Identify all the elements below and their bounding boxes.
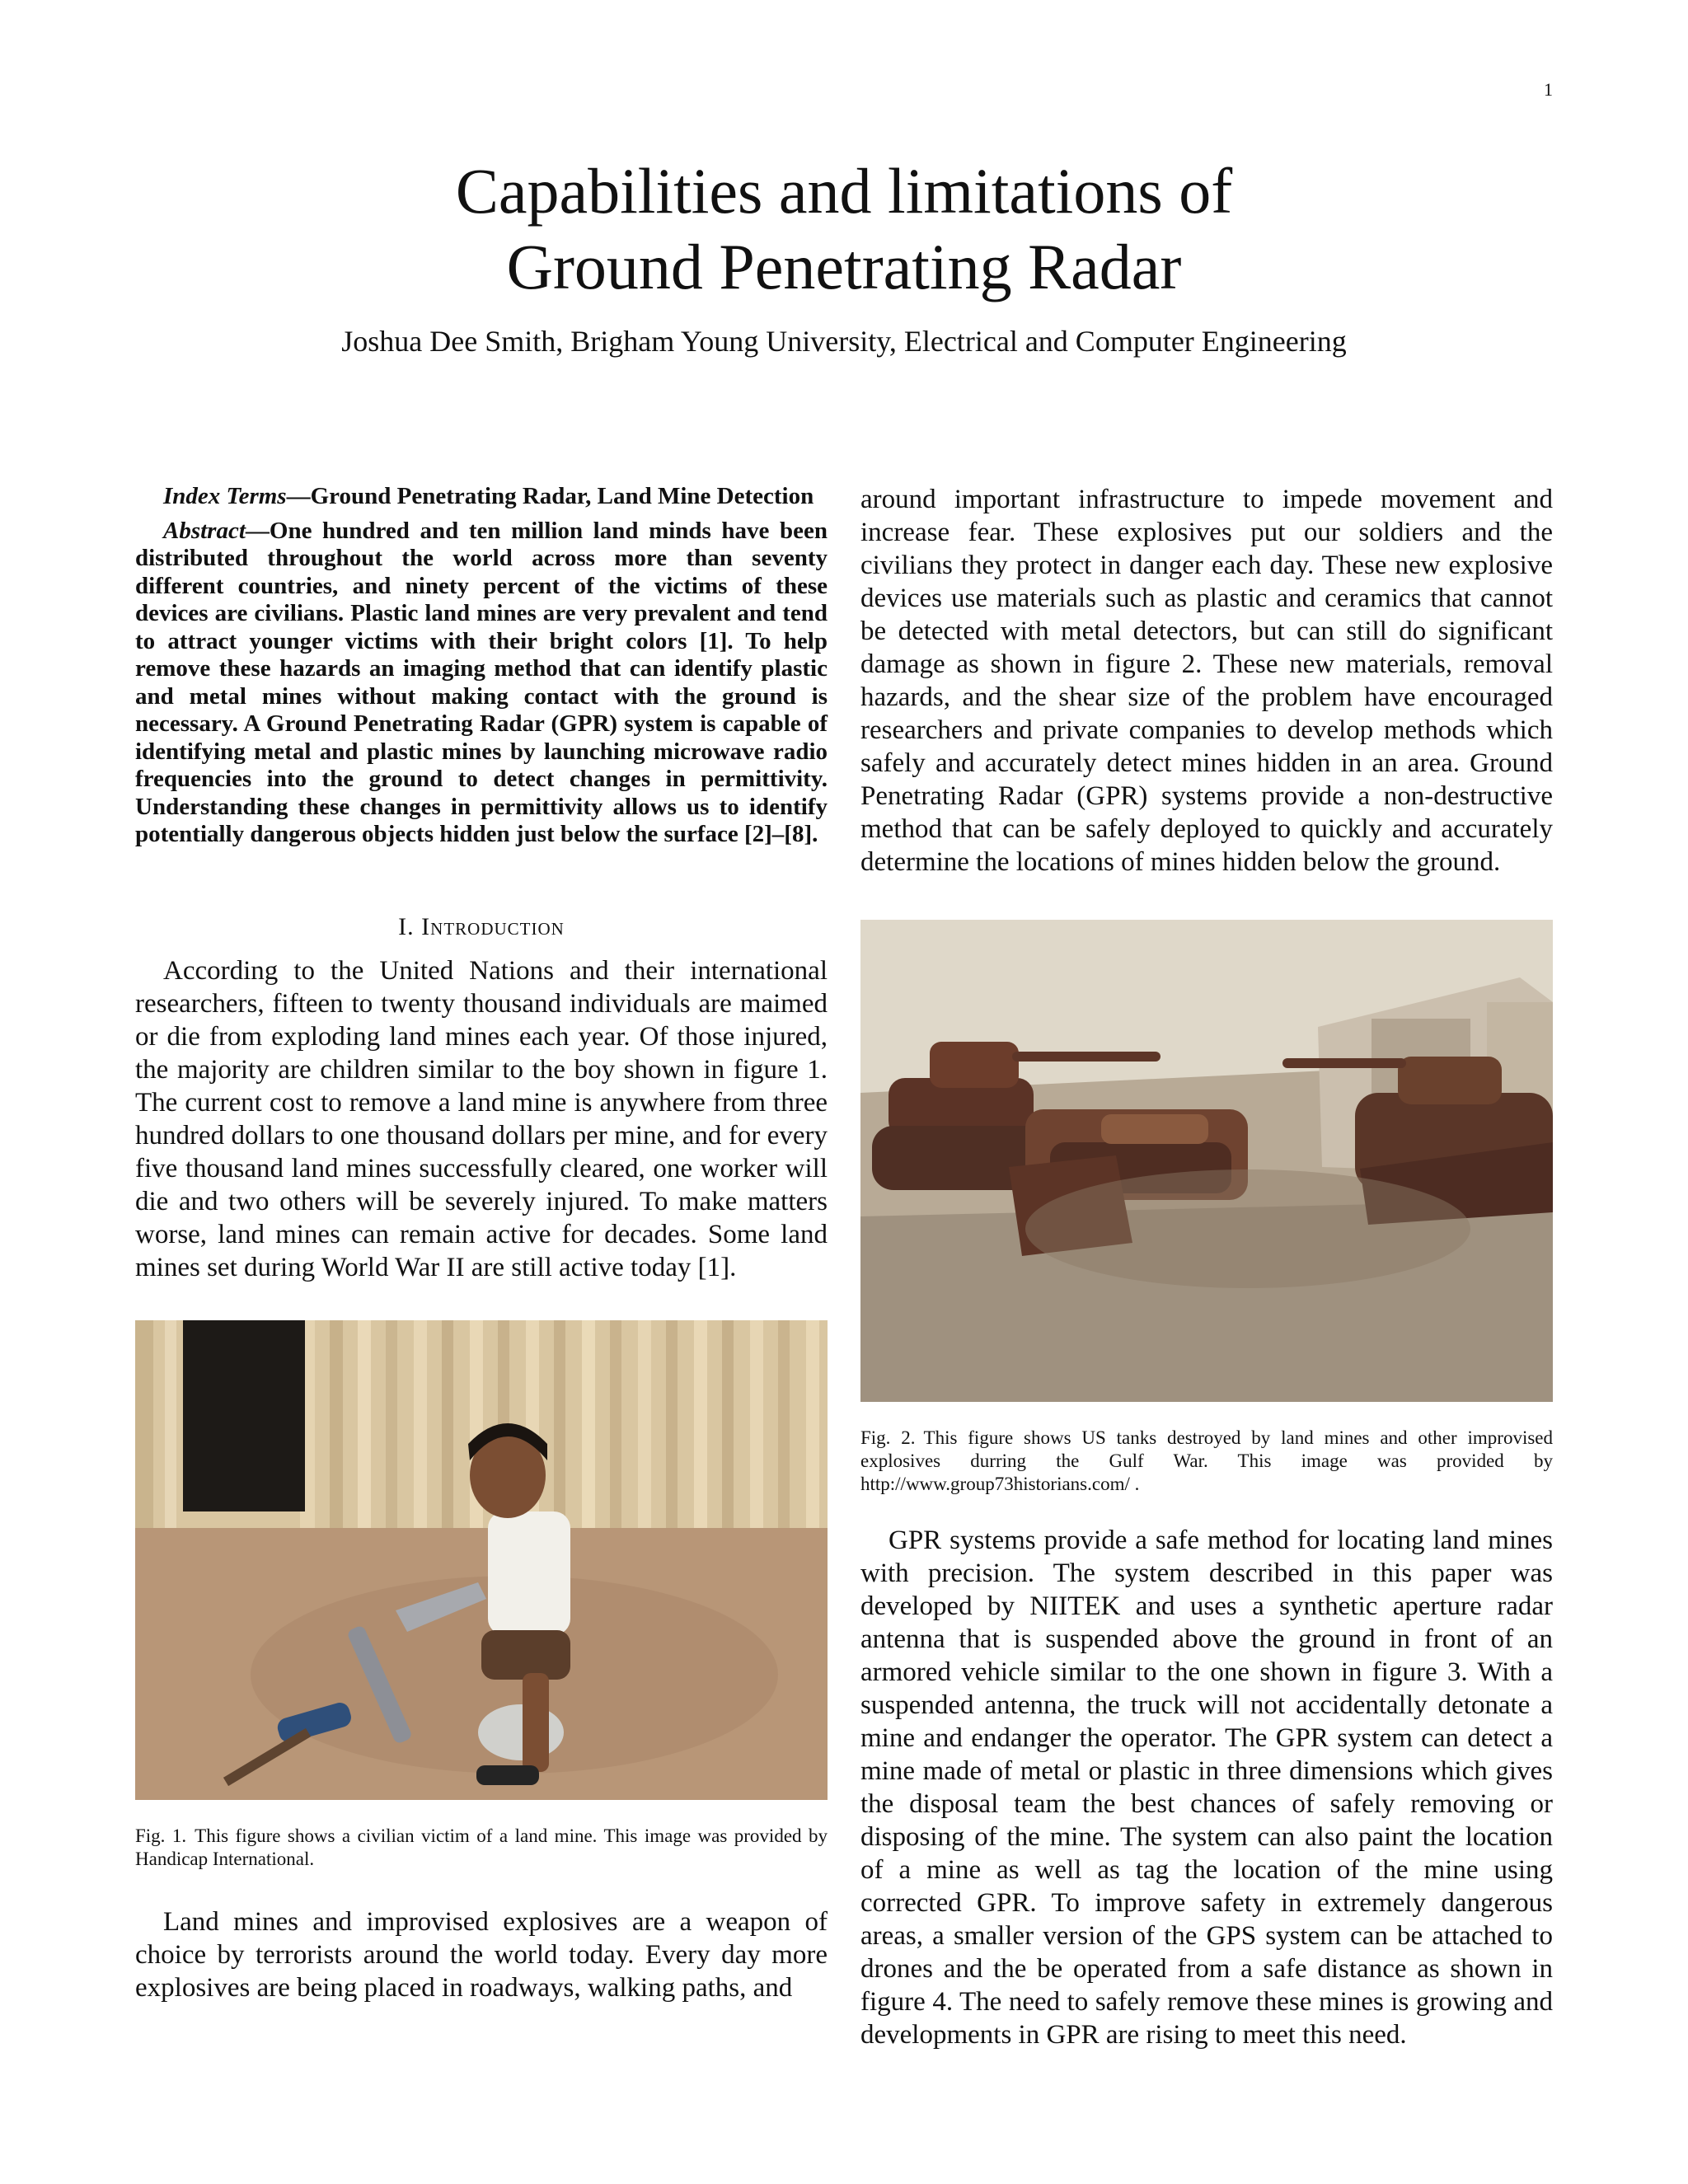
figure-1-caption: [135, 1825, 828, 1871]
figure-2-caption: [860, 1427, 1553, 1496]
paper-title-line-2: Ground Penetrating Radar: [506, 231, 1182, 302]
abstract: [135, 518, 828, 849]
figure-1-caption-text: This figure shows a civilian victim of a land mine. This image was provided by Handicap International.: [135, 1825, 828, 1869]
body-paragraph-right-1: around important infrastructure to impede movement and increase fear. These explosives put our soldiers and the civilians they protect in danger each day. These new explosive devices use materials such as plastic and ceramics that cannot be detected with metal detectors, but can still do significant damage as shown in figure 2. These new materials, removal hazards, and the shear size of the problem have encouraged researchers and private companies to develop methods which safely and accurately detect mines hidden in an area. Ground Penetrating Radar (GPR) systems provide a non-destructive method that can be safely deployed to quickly and accurately determine the locations of mines hidden below the ground.: [860, 485, 1553, 877]
paper-title-line-1: Capabilities and limitations of: [455, 155, 1233, 227]
section-heading-introduction: [135, 913, 828, 941]
figure-1-image: [135, 1320, 828, 1800]
abstract-label: Abstract: [163, 517, 246, 544]
figure-1-label: Fig. 1.: [135, 1825, 187, 1846]
right-column: [860, 483, 1553, 2051]
figure-1-photo: [135, 1320, 828, 1800]
section-title: Introduction: [421, 912, 565, 940]
left-column: [135, 483, 828, 2004]
fig2-debris: [1025, 1169, 1470, 1288]
index-terms-text: —Ground Penetrating Radar, Land Mine Detection: [286, 483, 814, 509]
figure-2-label: Fig. 2.: [860, 1427, 916, 1448]
section-numeral: I.: [398, 912, 422, 940]
intro-paragraph-1: According to the United Nations and their international researchers, fifteen to twenty thousand individuals are maimed or die from exploding land mines each year. Of those injured, the majority are children similar to the boy shown in figure 1. The current cost to remove a land mine is anywhere from three hundred dollars to one thousand dollars per mine, and for every five thousand land mines successfully cleared, one worker will die and two others will be severely injured. To make matters worse, land mines can remain active for decades. Some land mines set during World War II are still active today [1].: [135, 955, 828, 1282]
paper-title: [0, 153, 1688, 305]
page-number: 1: [1544, 79, 1553, 100]
figure-2-photo: [860, 920, 1553, 1402]
body-paragraph-right-2: GPR systems provide a safe method for locating land mines with precision. The system described in this paper was developed by NIITEK and uses a synthetic aperture radar antenna that is suspended above the ground in front of an armored vehicle similar to the one shown in figure 3. With a suspended antenna, the truck will not accidentally detonate a mine and endanger the operator. The GPR system can detect a mine made of metal or plastic in three dimensions which gives the disposal team the best chances of safely removing or disposing of the mine. The system can also paint the location of a mine as well as tag the location of the mine using corrected GPR. To improve safety in extremely dangerous areas, a smaller version of the GPS system can be attached to drones and the be operated from a safe distance as shown in figure 4. The need to safely remove these mines is growing and developments in GPR are rising to meet this need.: [860, 1526, 1553, 2050]
author-line: Joshua Dee Smith, Brigham Young University, Electrical and Computer Engineering: [341, 325, 1347, 358]
figure-2-caption-text: This figure shows US tanks destroyed by land mines and other improvised explosives durring the Gulf War. This image was provided by http://www.group73historians.com/ .: [860, 1427, 1553, 1494]
abstract-text: —One hundred and ten million land minds have been distributed throughout the world across more than seventy different countries, and ninety percent of the victims of these devices are civilians. Plastic land mines are very prevalent and tend to attract younger victims with their bright colors [1]. To help remove these hazards an imaging method that can identify plastic and metal mines without making contact with the ground is necessary. A Ground Penetrating Radar (GPR) system is capable of identifying metal and plastic mines by launching microwave radio frequencies into the ground to detect changes in permittivity. Understanding these changes in permittivity allows us to identify potentially dangerous objects hidden just below the surface [2]–[8].: [135, 517, 828, 847]
figure-2-image: [860, 920, 1553, 1402]
fig1-doorway: [183, 1320, 305, 1511]
index-terms: [135, 483, 828, 511]
index-terms-label: Index Terms: [163, 483, 287, 509]
intro-paragraph-2: Land mines and improvised explosives are a weapon of choice by terrorists around the world today. Every day more explosives are being placed in roadways, walking paths, and: [135, 1906, 828, 2003]
